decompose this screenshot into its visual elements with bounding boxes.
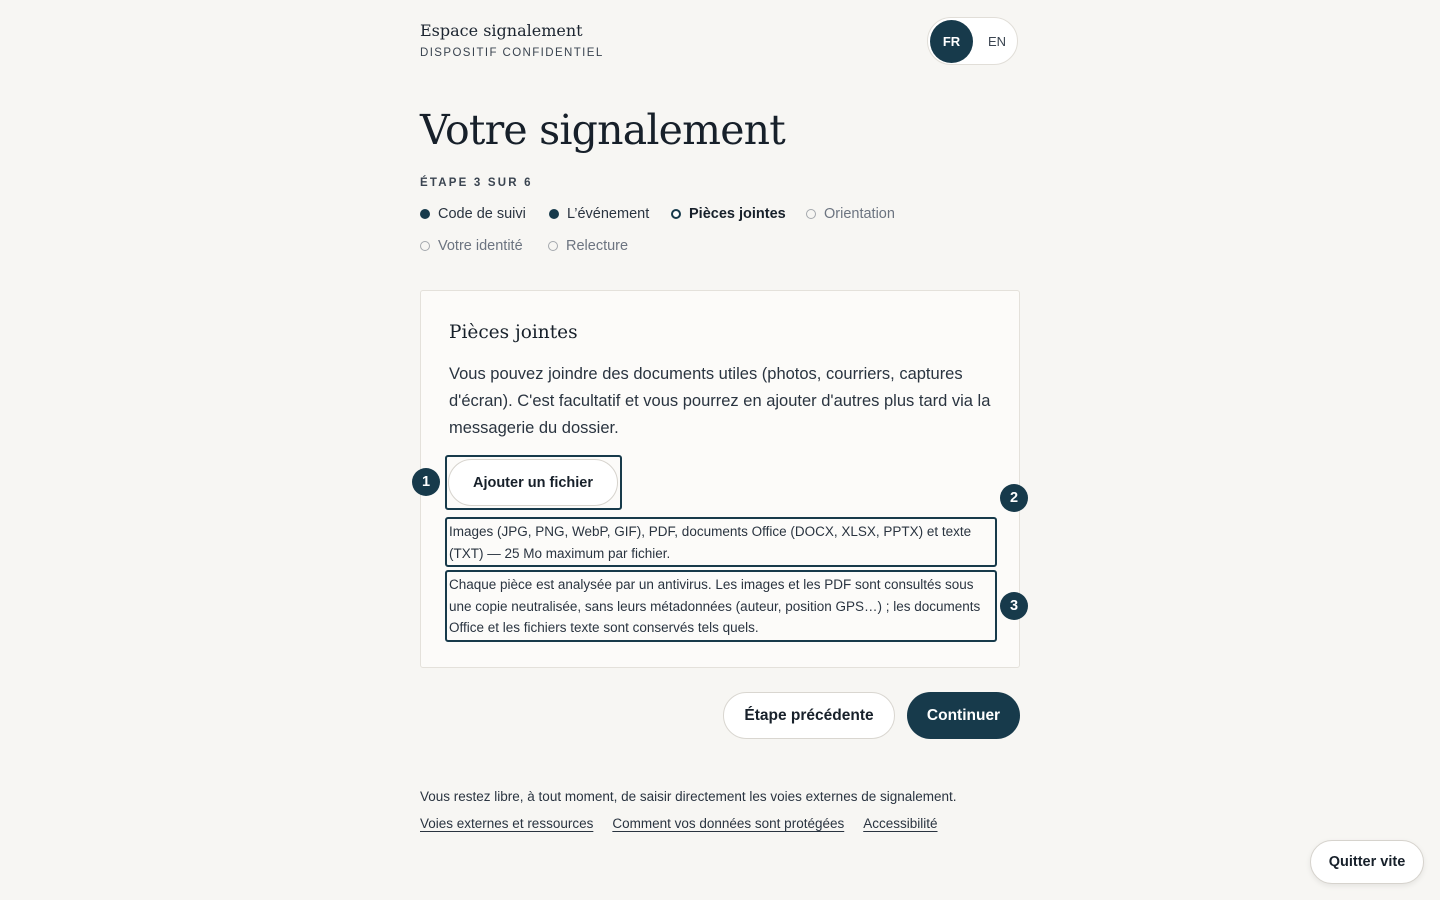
card-title: Pièces jointes — [449, 322, 578, 343]
step-label: Votre identité — [438, 238, 523, 254]
step-label: Code de suivi — [438, 206, 526, 222]
language-en-button[interactable]: EN — [987, 34, 1007, 49]
card-description: Vous pouvez joindre des documents utiles (photos, courriers, captures d'écran). C'est facultatif et vous pourrez en ajouter d'autres plus tard via la messagerie du dossier. — [449, 365, 991, 437]
step-todo-icon — [548, 241, 558, 251]
external-channels-link[interactable]: Voies externes et ressources — [420, 816, 594, 831]
step-label: Orientation — [824, 206, 895, 222]
footer-links — [420, 816, 957, 831]
step-done-icon — [549, 209, 559, 219]
step-item-evenement — [549, 203, 649, 225]
step-todo-icon — [806, 209, 816, 219]
step-item-pieces-jointes — [671, 203, 786, 225]
step-label: Relecture — [566, 238, 629, 254]
header — [420, 0, 1020, 90]
step-item-orientation — [806, 203, 895, 225]
step-label: Pièces jointes — [689, 206, 786, 222]
step-done-icon — [420, 209, 430, 219]
page-title: Votre signalement — [420, 106, 785, 154]
add-file-button[interactable]: Ajouter un fichier — [448, 459, 618, 506]
annotation-marker-3: 3 — [1000, 592, 1028, 620]
continue-button[interactable]: Continuer — [907, 692, 1020, 739]
footer-note: Vous restez libre, à tout moment, de saisir directement les voies externes de signalement. — [420, 789, 957, 804]
data-protection-link[interactable]: Comment vos données sont protégées — [612, 816, 845, 831]
quick-exit-button[interactable]: Quitter vite — [1310, 840, 1424, 884]
annotation-marker-1: 1 — [412, 468, 440, 496]
step-current-icon — [671, 209, 681, 219]
page — [420, 0, 1020, 831]
formats-hint: Images (JPG, PNG, WebP, GIF), PDF, documents Office (DOCX, XLSX, PPTX) et texte (TXT) — 25 Mo maximum par fichier. — [445, 517, 997, 567]
language-switch — [927, 17, 1018, 65]
previous-step-button[interactable]: Étape précédente — [723, 692, 895, 739]
form-actions — [420, 692, 1020, 740]
attachments-card — [420, 290, 1020, 668]
step-item-votre-identite — [420, 235, 523, 257]
brand-subtitle: DISPOSITIF CONFIDENTIEL — [420, 47, 604, 59]
step-item-relecture — [548, 235, 628, 257]
brand-title: Espace signalement — [420, 21, 583, 40]
annotation-marker-2: 2 — [1000, 484, 1028, 512]
step-counter: ÉTAPE 3 SUR 6 — [420, 177, 533, 189]
step-todo-icon — [420, 241, 430, 251]
step-item-code-de-suivi — [420, 203, 526, 225]
language-fr-button[interactable]: FR — [930, 20, 973, 63]
antivirus-hint: Chaque pièce est analysée par un antivirus. Les images et les PDF sont consultés sous une copie neutralisée, sans leurs métadonnées (auteur, position GPS…) ; les documents Office et les fichiers texte sont conservés tels quels. — [445, 570, 997, 642]
accessibility-link[interactable]: Accessibilité — [863, 816, 938, 831]
step-label: L’événement — [567, 206, 650, 222]
